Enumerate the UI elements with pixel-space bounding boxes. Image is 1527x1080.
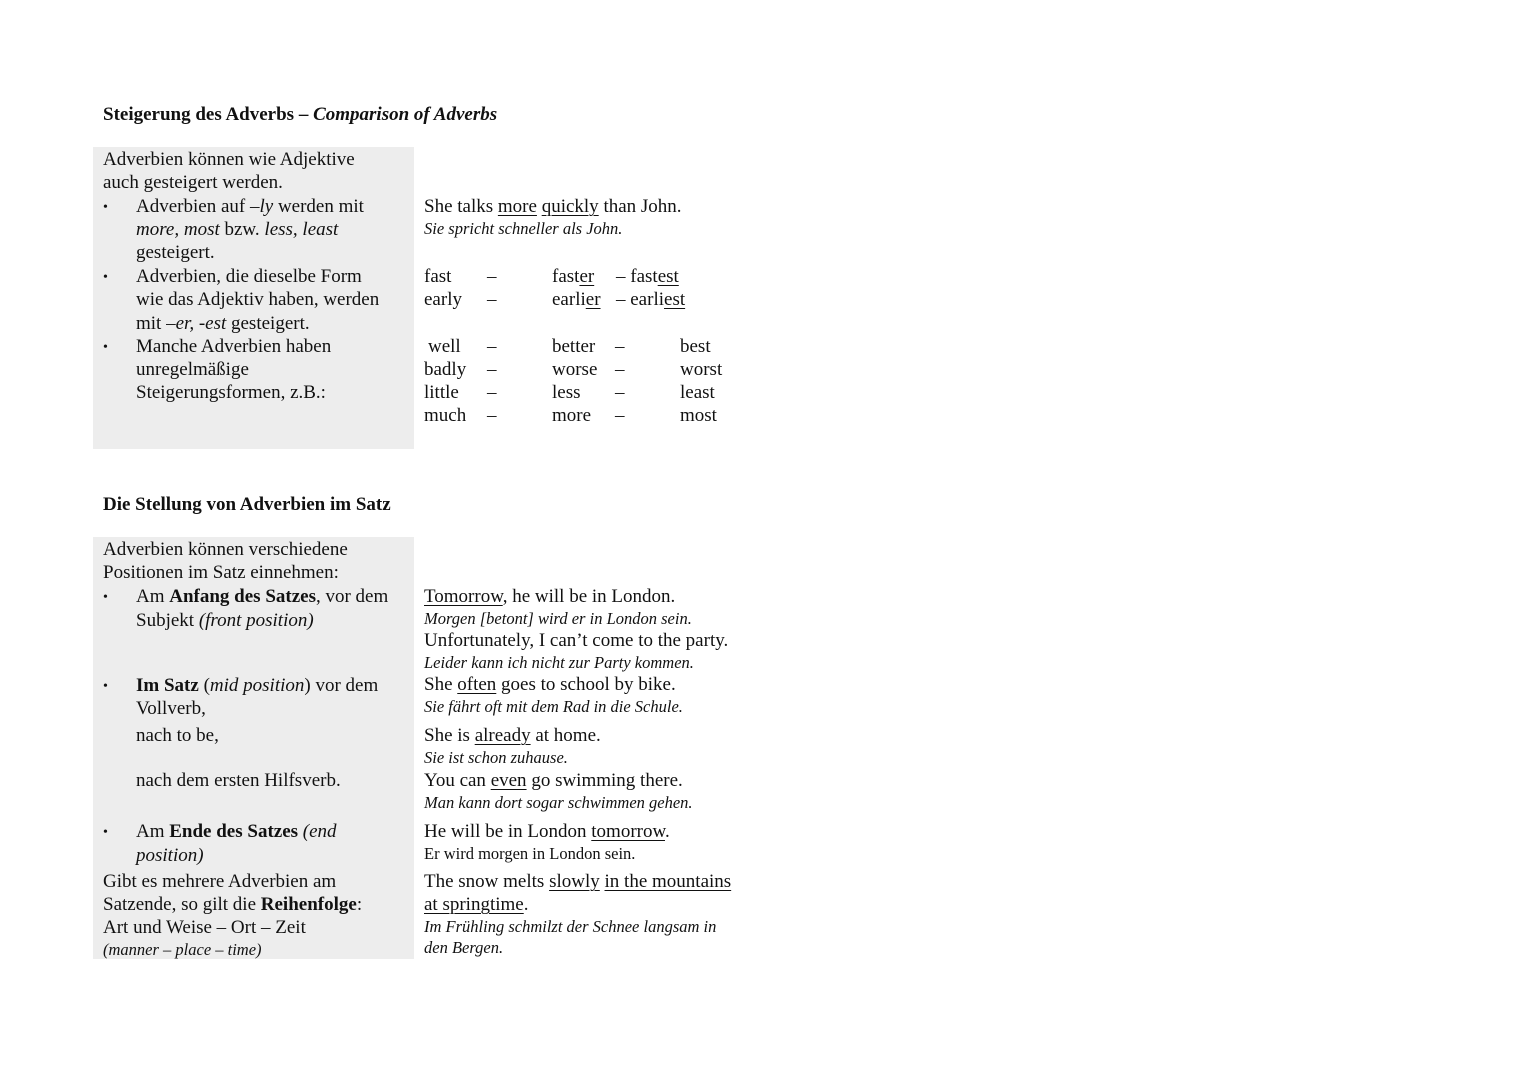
sup-suffix: est (657, 266, 679, 287)
example-text: She (424, 674, 458, 695)
irr-comp-more: more (552, 405, 592, 426)
underlined-manner: slowly (549, 871, 600, 892)
rule-end-line1 (136, 820, 337, 843)
irr-comp-less: less (552, 382, 581, 403)
reg-sup-earliest (616, 288, 685, 311)
underlined-adverb: already (474, 725, 531, 746)
translation-often: Sie fährt oft mit dem Rad in die Schule. (424, 697, 683, 716)
irr-dash2: – (615, 359, 625, 380)
sup-suffix: est (664, 289, 686, 310)
rule-mid-line3: nach to be, (136, 725, 219, 746)
rule-ly-line3: gesteigert. (136, 242, 215, 263)
irr-dash1: – (487, 359, 497, 380)
bullet-1: • (103, 200, 108, 215)
example-text: The snow melts (424, 871, 550, 892)
rule-front-line2 (136, 609, 314, 632)
bullet-front: • (103, 590, 108, 605)
rule-less-least: less, least (264, 219, 339, 240)
irr-dash1: – (487, 382, 497, 403)
rule-same-form-line1: Adverbien, die dieselbe Form (136, 266, 362, 287)
order-bold: Reihenfolge (260, 894, 357, 915)
comp-suffix: er (585, 289, 601, 310)
underlined-adverb: even (490, 770, 527, 791)
irr-sup-least: least (680, 382, 715, 403)
irr-dash2: – (615, 336, 625, 357)
rule-italic: (front position) (198, 610, 314, 631)
irr-dash1: – (487, 336, 497, 357)
underlined-more: more (497, 196, 537, 217)
reg-comp-earlier (552, 288, 601, 311)
rule-text-end: , vor dem (315, 586, 389, 607)
section1-intro-line2: auch gesteigert werden. (103, 172, 283, 193)
translation-snow-line1: Im Frühling schmilzt der Schnee langsam in (424, 917, 717, 936)
irr-sup-most: most (680, 405, 717, 426)
rule-mid-line2: Vollverb, (136, 698, 206, 719)
rule-more-most: more, most (136, 219, 220, 240)
rule-irregular-line2: unregelmäßige (136, 359, 249, 380)
example-text-end: at home. (530, 725, 601, 746)
section1-title (103, 104, 497, 126)
irr-sup-worst: worst (680, 359, 723, 380)
rule-same-form-line3 (136, 312, 310, 335)
rule-text: Am (136, 586, 170, 607)
rule-ly-text: Adverbien auf – (136, 196, 260, 217)
example-text-end: goes to school by bike. (496, 674, 676, 695)
example-text-end: . (664, 821, 670, 842)
rule-ly-line2 (136, 218, 338, 241)
example-text: You can (424, 770, 491, 791)
translation-talks-quickly: Sie spricht schneller als John. (424, 219, 623, 238)
rule-ly-text-end: werden mit (273, 196, 364, 217)
translation-tomorrow-end: Er wird morgen in London sein. (424, 844, 636, 863)
rule-irregular-line3: Steigerungsformen, z.B.: (136, 382, 326, 403)
rule-text-end: ) vor dem (304, 675, 379, 696)
rule-bzw: bzw. (219, 219, 265, 240)
section2-title: Die Stellung von Adverbien im Satz (103, 494, 391, 515)
irr-comp-better: better (552, 336, 596, 357)
reg-comp-faster (552, 265, 594, 288)
rule-front-line1 (136, 585, 388, 608)
rule-ly-line1 (136, 195, 364, 218)
rule-mid-line1 (136, 674, 378, 697)
translation-even: Man kann dort sogar schwimmen gehen. (424, 793, 693, 812)
example-even (424, 769, 683, 792)
rule-text: Subjekt (136, 610, 199, 631)
rule-mit: mit – (136, 313, 176, 334)
example-snow-line1 (424, 870, 731, 893)
underlined-adverb: often (457, 674, 497, 695)
rule-text: Am (136, 821, 170, 842)
section2-intro-line1: Adverbien können verschiedene (103, 539, 348, 560)
section1-intro-line1: Adverbien können wie Adjektive (103, 149, 355, 170)
rule-ly-suffix: ly (259, 196, 274, 217)
example-often (424, 673, 676, 696)
bullet-3: • (103, 340, 108, 355)
rule-end-line2 (136, 844, 204, 867)
reg-dash-fast: – (487, 266, 497, 287)
rule-italic: mid position (209, 675, 305, 696)
section1-title-english: Comparison of Adverbs (313, 104, 498, 125)
order-line2 (103, 893, 362, 916)
irr-dash2: – (615, 405, 625, 426)
rule-irregular-line1: Manche Adverbien haben (136, 336, 332, 357)
order-colon: : (356, 894, 363, 915)
comp-stem: earli (552, 289, 586, 310)
underlined-adverb: tomorrow (591, 821, 665, 842)
comp-stem: fast (552, 266, 580, 287)
example-tomorrow-end (424, 820, 670, 843)
underlined-place: in the mountains (604, 871, 732, 892)
reg-dash-early: – (487, 289, 497, 310)
reg-base-fast: fast (424, 266, 452, 287)
underlined-time: at springtime (424, 894, 524, 915)
rule-er-est: er, -est (175, 313, 227, 334)
bullet-2: • (103, 270, 108, 285)
example-text: She talks (424, 196, 498, 217)
order-line3: Art und Weise – Ort – Zeit (103, 917, 306, 938)
example-already (424, 724, 601, 747)
translation-unfortunately: Leider kann ich nicht zur Party kommen. (424, 653, 694, 672)
irr-comp-worse: worse (552, 359, 598, 380)
reg-base-early: early (424, 289, 462, 310)
underlined-adverb: Tomorrow (424, 586, 503, 607)
section2-intro-line2: Positionen im Satz einnehmen: (103, 562, 339, 583)
example-text: He will be in London (424, 821, 592, 842)
rule-bold: Ende des Satzes (169, 821, 299, 842)
irr-base-well: well (428, 336, 461, 357)
irr-dash1: – (487, 405, 497, 426)
irr-dash2: – (615, 382, 625, 403)
comp-suffix: er (579, 266, 595, 287)
sup-stem: – earli (616, 289, 665, 310)
order-text: Satzende, so gilt die (103, 894, 261, 915)
translation-snow-line2: den Bergen. (424, 938, 504, 957)
sup-stem: – fast (616, 266, 658, 287)
rule-bold: Im Satz (136, 675, 199, 696)
irr-sup-best: best (680, 336, 711, 357)
order-line1: Gibt es mehrere Adverbien am (103, 871, 337, 892)
section1-title-german: Steigerung des Adverbs – (103, 104, 314, 125)
irr-base-much: much (424, 405, 467, 426)
rule-bold: Anfang des Satzes (169, 586, 316, 607)
example-period: . (523, 894, 529, 915)
rule-mid-line4: nach dem ersten Hilfsverb. (136, 770, 341, 791)
translation-tomorrow-front: Morgen [betont] wird er in London sein. (424, 609, 692, 628)
order-line4: (manner – place – time) (103, 940, 262, 959)
rule-italic: position) (136, 845, 204, 866)
irr-base-little: little (424, 382, 459, 403)
reg-sup-fastest (616, 265, 679, 288)
rule-text: ( (198, 675, 210, 696)
example-unfortunately: Unfortunately, I can’t come to the party. (424, 630, 729, 651)
translation-already: Sie ist schon zuhause. (424, 748, 568, 767)
example-text-end: than John. (598, 196, 682, 217)
example-snow-line2 (424, 893, 528, 916)
underlined-quickly: quickly (541, 196, 599, 217)
example-tomorrow-front (424, 585, 675, 608)
example-text: She is (424, 725, 475, 746)
bullet-end: • (103, 825, 108, 840)
example-talks-quickly (424, 195, 682, 218)
rule-same-form-line2: wie das Adjektiv haben, werden (136, 289, 380, 310)
irr-base-badly: badly (424, 359, 467, 380)
example-text: , he will be in London. (502, 586, 676, 607)
example-text-end: go swimming there. (526, 770, 683, 791)
rule-gesteigert: gesteigert. (226, 313, 310, 334)
bullet-mid: • (103, 679, 108, 694)
rule-italic: (end (298, 821, 337, 842)
